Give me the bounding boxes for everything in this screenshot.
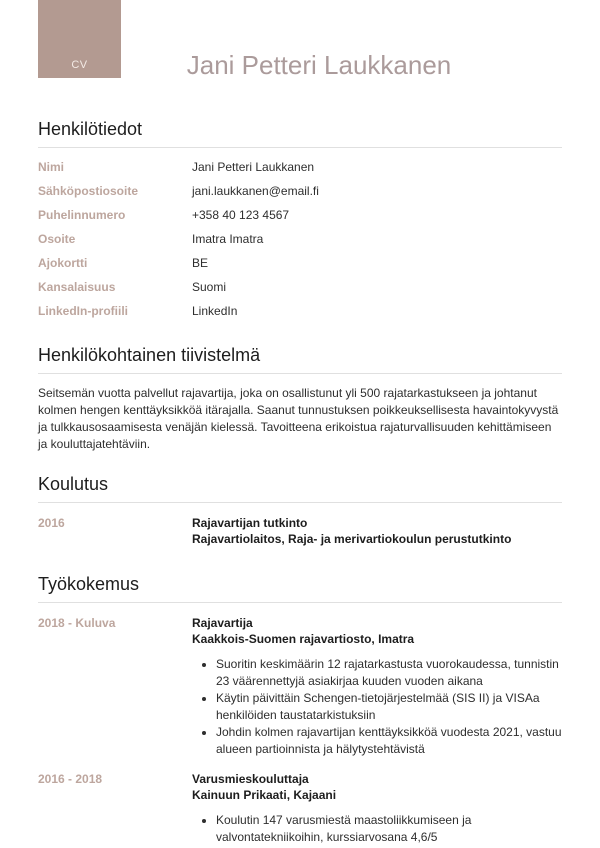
summary-paragraph: Seitsemän vuotta palvellut rajavartija, joka on osallistunut yli 500 rajatarkastukseen ja johtanut kolmen hengen kenttäyksikköä itärajalla. Saanut tunnustuksen poikkeuksellisesta havaintokyvystä ja tulkkausosaamisesta venäjän kielessä. Tavoitteena erikoistua rajaturvallisuuden kehittämiseen ja kouluttajatehtäviin. — [38, 386, 559, 451]
info-row-linkedin — [38, 305, 562, 318]
entry-bullets — [192, 812, 562, 846]
info-label: LinkedIn-profiili — [38, 304, 128, 318]
info-label: Puhelinnumero — [38, 208, 126, 222]
personal-info-rows — [38, 161, 562, 318]
info-label: Sähköpostiosoite — [38, 184, 139, 198]
info-row-phone — [38, 209, 562, 222]
education-entry — [38, 515, 562, 547]
info-value-linkedin: LinkedIn — [192, 304, 238, 318]
info-row-license — [38, 257, 562, 270]
bullet-item: • Johdin kolmen rajavartijan kenttäyksikköä vuodesta 2021, vastuu alueen partioinnista ja hälytystehtävistä — [216, 724, 562, 758]
entry-body — [192, 771, 562, 848]
bullet-item: • Koulutin 147 varusmiestä maastoliikkumiseen ja valvontatekniikoihin, kurssiarvosana 4,6/5 — [216, 812, 562, 846]
entry-body — [192, 515, 562, 547]
info-value: Imatra Imatra — [192, 232, 264, 246]
info-value: BE — [192, 256, 209, 270]
bullet-item: • Suoritin keskimäärin 12 rajatarkastusta vuorokaudessa, tunnistin 23 väärennettyjä asiakirjaa kuuden vuoden aikana — [216, 656, 562, 690]
header — [0, 0, 600, 78]
entry-organization: Kainuun Prikaati, Kajaani — [192, 788, 337, 802]
entry-bullets — [192, 656, 562, 758]
section-experience — [38, 573, 562, 848]
info-row-name — [38, 161, 562, 174]
info-label: Osoite — [38, 232, 76, 246]
entry-job-title: Rajavartija — [192, 616, 253, 630]
entry-degree: Rajavartijan tutkinto — [192, 516, 308, 530]
entry-organization: Kaakkois-Suomen rajavartiosto, Imatra — [192, 632, 415, 646]
entry-job-title: Varusmieskouluttaja — [192, 772, 309, 786]
entry-body — [192, 615, 562, 762]
education-heading: Koulutus — [38, 473, 562, 503]
info-row-nationality — [38, 281, 562, 294]
personal-info-heading: Henkilötiedot — [38, 118, 562, 148]
section-education — [38, 473, 562, 547]
section-summary — [38, 344, 562, 453]
info-row-address — [38, 233, 562, 246]
cv-badge-label: CV — [71, 59, 88, 71]
section-personal-info — [38, 118, 562, 318]
entry-period: 2018 - Kuluva — [38, 616, 116, 630]
experience-heading: Työkokemus — [38, 573, 562, 603]
bullet-item: • Käytin päivittäin Schengen-tietojärjestelmää (SIS II) ja VISAa henkilöiden taustatarkistuksiin — [216, 690, 562, 724]
info-value: Suomi — [192, 280, 227, 294]
entry-period: 2016 - 2018 — [38, 772, 103, 786]
info-label: Kansalaisuus — [38, 280, 116, 294]
experience-entry — [38, 615, 562, 762]
info-value-phone: +358 40 123 4567 — [192, 208, 290, 222]
info-value: Jani Petteri Laukkanen — [192, 160, 315, 174]
entry-institution: Rajavartiolaitos, Raja- ja merivartiokoulun perustutkinto — [192, 532, 512, 546]
info-value-email: jani.laukkanen@email.fi — [192, 184, 319, 198]
candidate-name-title: Jani Petteri Laukkanen — [186, 50, 452, 80]
info-row-email — [38, 185, 562, 198]
entry-period: 2016 — [38, 516, 65, 530]
summary-heading: Henkilökohtainen tiivistelmä — [38, 344, 562, 374]
experience-entry — [38, 771, 562, 848]
info-label: Ajokortti — [38, 256, 88, 270]
info-label: Nimi — [38, 160, 65, 174]
